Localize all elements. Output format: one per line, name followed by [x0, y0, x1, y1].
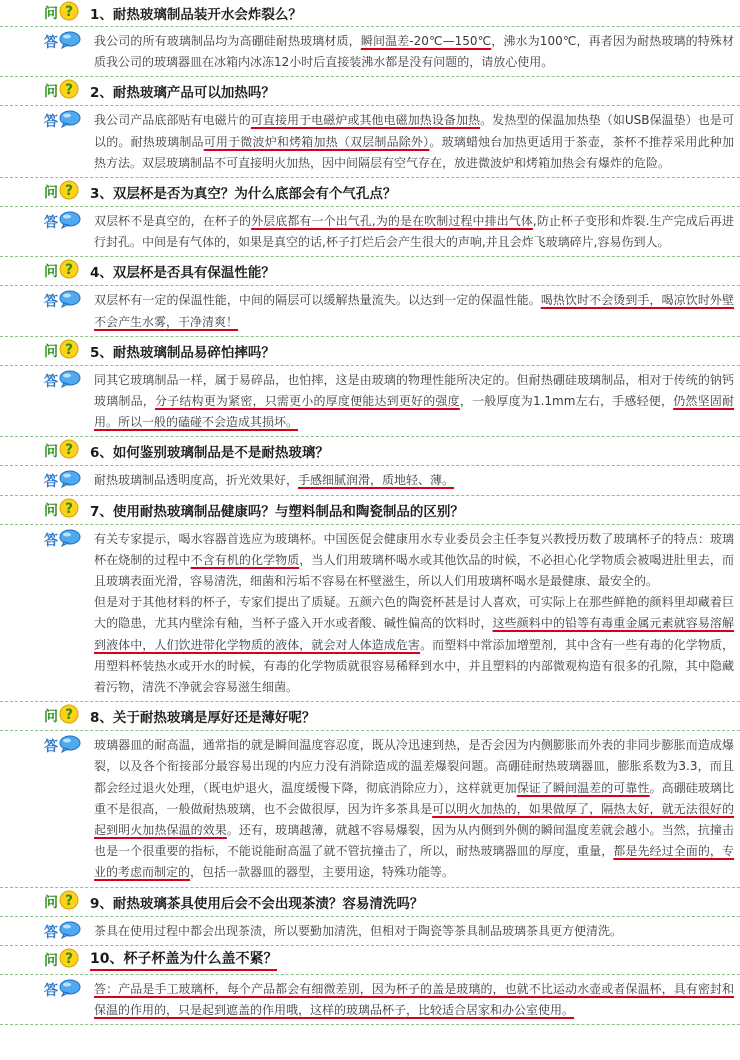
faq-question-row [0, 77, 740, 106]
faq-question-row [0, 0, 740, 27]
question-mark-icon [58, 890, 79, 914]
answer-label-text: 答 [44, 924, 58, 941]
question-label [44, 1, 79, 25]
answer-paragraph [94, 529, 734, 593]
speech-bubble-icon [58, 735, 81, 757]
answer-text [94, 470, 734, 491]
answer-segment: 玻璃器皿的耐高温，通常指的就是瞬间温度容忍度，既从冷迅速到热，是否会因为内侧膨胀而外表的非同步膨胀而造成爆裂，以及各个衔接部分最容易出现的内应力没有消除造成的温差爆裂问题。高硼硅耐热玻璃器皿，膨胀系数为3.3，而且都会经过退火处理，（既电炉退火，温度缓慢下降，彻底消除应力），这样就更加 [94, 738, 734, 795]
faq-question-row [0, 178, 740, 207]
svg-text:?: ? [64, 950, 74, 967]
highlighted-text: 分子结构更为紧密，只需更小的厚度便能达到更好的强度 [154, 394, 460, 409]
question-text: 7、使用耐热玻璃制品健康吗？与塑料制品和陶瓷制品的区别？ [90, 503, 464, 520]
question-mark-icon [58, 79, 79, 103]
question-text: 10、杯子杯盖为什么盖不紧？ [90, 948, 277, 971]
faq-question-row [0, 946, 740, 975]
question-label [44, 704, 79, 728]
highlighted-text: 可直接用于电磁炉或其他电磁加热设备加热 [250, 113, 481, 128]
faq-answer-block [0, 917, 740, 946]
question-label [44, 948, 79, 972]
speech-bubble-icon [58, 370, 81, 392]
question-mark-icon [58, 948, 79, 972]
answer-label [44, 31, 81, 53]
answer-paragraph [94, 979, 734, 1021]
speech-bubble-icon [58, 31, 81, 53]
svg-text:?: ? [64, 341, 74, 358]
answer-paragraph [94, 370, 734, 434]
answer-label-text: 答 [44, 215, 58, 232]
question-label-text: 问 [44, 444, 58, 461]
question-text: 6、如何鉴别玻璃制品是不是耐热玻璃？ [90, 445, 329, 462]
answer-label-text: 答 [44, 739, 58, 756]
faq-answer-block [0, 975, 740, 1025]
svg-text:?: ? [64, 500, 74, 517]
highlighted-text: 手感细腻润滑，质地轻、薄。 [298, 473, 455, 488]
answer-label [44, 290, 81, 312]
answer-paragraph [94, 592, 734, 698]
answer-segment: 茶具在使用过程中都会出现茶渍，所以要勤加清洗，但相对于陶瓷等茶具制品玻璃茶具更方便清洗。 [94, 923, 623, 938]
answer-label-text: 答 [44, 982, 58, 999]
highlighted-text: 答：产品是手工玻璃杯，每个产品都会有细微差别，因为杯子的盖是玻璃的，也就不比运动水壶或者保温杯，具有密封和保温的作用的，只是起到遮盖的作用哦，这样的玻璃品杯子，比较适合居家和办公室使用。 [94, 981, 734, 1018]
question-text: 1、耐热玻璃制品装开水会炸裂么？ [90, 7, 302, 23]
answer-segment: 我公司产品底部贴有电磁片的 [94, 113, 251, 128]
question-text: 9、耐热玻璃茶具使用后会不会出现茶渍？容易清洗吗？ [90, 895, 424, 912]
faq-question-row [0, 702, 740, 731]
answer-text [94, 979, 734, 1021]
answer-label [44, 921, 81, 943]
question-label-text: 问 [44, 502, 58, 519]
svg-text:?: ? [64, 707, 74, 724]
answer-segment: 。高硼硅玻璃比重不是很高，一般做耐热玻璃，也不会做很厚，因为许多茶具是 [94, 780, 734, 816]
faq-answer-block [0, 27, 740, 77]
question-label-text: 问 [44, 894, 58, 911]
question-label [44, 79, 79, 103]
question-label-text: 问 [44, 185, 58, 202]
question-label [44, 259, 79, 283]
faq-question-row [0, 496, 740, 525]
highlighted-text: 仍然坚固耐用。所以一般的磕碰不会造成其损坏。 [94, 394, 734, 430]
question-text: 4、双层杯是否具有保温性能？ [90, 265, 275, 282]
answer-segment: 。玻璃蜡烛台加热更适用于茶壶，茶杯不推荐采用此种加热方法。双层玻璃制品不可直接明火加热，因中间隔层有空气存在，放进微波炉和烤箱加热会有爆炸的危险。 [94, 134, 734, 170]
answer-paragraph [94, 290, 734, 332]
answer-text [94, 110, 734, 174]
highlighted-text: 可以明火加热的，如果做厚了，隔热太好，就无法很好的起到明火加热保温的效果 [94, 801, 734, 838]
answer-segment: 双层杯不是真空的，在杯子的 [94, 214, 252, 229]
question-label [44, 339, 79, 363]
faq-answer-block [0, 366, 740, 438]
answer-label-text: 答 [44, 114, 58, 131]
answer-segment: 同其它玻璃制品一样，属于易碎品，也怕摔，这是由玻璃的物理性能所决定的。但耐热硼硅玻璃制品，相对于传统的钠钙玻璃制品， [94, 372, 734, 409]
question-text: 2、耐热玻璃产品可以加热吗？ [90, 85, 275, 102]
answer-label-text: 答 [44, 532, 58, 549]
answer-label-text: 答 [44, 294, 58, 311]
highlighted-text: 不含有机的化学物质 [190, 552, 300, 567]
speech-bubble-icon [58, 979, 81, 1001]
answer-label [44, 979, 81, 1001]
answer-label [44, 211, 81, 233]
answer-paragraph [94, 921, 734, 942]
highlighted-text: 喝热饮时不会烫到手，喝凉饮时外壁不会产生水雾，干净清爽！ [94, 293, 734, 329]
question-label-text: 问 [44, 84, 58, 101]
speech-bubble-icon [58, 470, 81, 492]
svg-text:?: ? [64, 82, 74, 99]
answer-segment: 我公司的所有玻璃制品均为高硼硅耐热玻璃材质， [94, 34, 361, 48]
question-label [44, 498, 79, 522]
answer-paragraph [94, 735, 734, 883]
question-mark-icon [58, 498, 79, 522]
answer-paragraph [94, 470, 734, 491]
speech-bubble-icon [58, 529, 81, 551]
answer-segment: 。而塑料中常添加增塑剂，其中含有一些有毒的化学物质，用塑料杯装热水或开水的时候，有毒的化学物质就很容易稀释到水中，并且塑料的内部微观构造有很多的孔隙，其中隐藏着污物，清洗不净就会容易滋生细菌。 [94, 637, 734, 695]
answer-label [44, 370, 81, 392]
question-mark-icon [58, 259, 79, 283]
question-mark-icon [58, 704, 79, 728]
question-mark-icon [58, 180, 79, 204]
answer-text [94, 290, 734, 332]
answer-segment: ，当人们用玻璃杯喝水或其他饮品的时候，不必担心化学物质会被喝进肚里去，而且玻璃表面光滑，容易清洗，细菌和污垢不容易在杯壁滋生，所以人们用玻璃杯喝水是最健康、最安全的。 [94, 552, 734, 589]
question-text: 3、双层杯是否为真空？为什么底部会有个气孔点？ [90, 186, 397, 203]
answer-label [44, 529, 81, 551]
highlighted-text: 都是先经过全面的，专业的考虑而制定的 [94, 844, 734, 880]
highlighted-text: 保证了瞬间温差的可靠性 [516, 780, 650, 795]
answer-text [94, 370, 734, 434]
faq-answer-block [0, 286, 740, 336]
faq-question-row [0, 437, 740, 466]
answer-paragraph [94, 31, 734, 73]
question-label [44, 890, 79, 914]
answer-paragraph [94, 110, 734, 174]
question-label-text: 问 [44, 264, 58, 281]
question-mark-icon [58, 439, 79, 463]
faq-question-row [0, 257, 740, 286]
answer-segment: ，沸水为100℃，再者因为耐热玻璃的特殊材质我公司的玻璃器皿在冰箱内冰冻12小时后直接装沸水都是没有问题的，请放心使用。 [94, 34, 734, 70]
speech-bubble-icon [58, 211, 81, 233]
faq-answer-block [0, 731, 740, 887]
question-mark-icon [58, 1, 79, 25]
answer-segment: ，一般厚度为1.1mm左右，手感轻便， [459, 394, 674, 409]
answer-label [44, 470, 81, 492]
svg-text:?: ? [64, 892, 74, 909]
answer-text [94, 211, 734, 253]
question-label-text: 问 [44, 709, 58, 726]
speech-bubble-icon [58, 290, 81, 312]
question-label-text: 问 [44, 6, 58, 22]
answer-label [44, 735, 81, 757]
question-label-text: 问 [44, 952, 58, 969]
answer-paragraph [94, 211, 734, 253]
highlighted-text: 这些颜料中的铅等有毒重金属元素就容易溶解到液体中，人们饮进带化学物质的液体，就会对人体造成危害 [94, 616, 734, 652]
question-mark-icon [58, 339, 79, 363]
speech-bubble-icon [58, 110, 81, 132]
answer-segment: ,防止杯子变形和炸裂.生产完成后再进行封孔。中间是有气体的，如果是真空的话,杯子打烂后会产生很大的声响,并且会炸飞玻璃碎片,容易伤到人。 [94, 214, 734, 250]
answer-text [94, 921, 734, 942]
answer-text [94, 735, 734, 883]
question-label [44, 439, 79, 463]
faq-answer-block [0, 106, 740, 178]
highlighted-text: 外层底都有一个出气孔,为的是在吹制过程中排出气体 [251, 214, 533, 229]
answer-segment: 双层杯有一定的保温性能，中间的隔层可以缓解热量流失。以达到一定的保温性能。 [94, 293, 541, 308]
question-label-text: 问 [44, 343, 58, 360]
faq-question-row [0, 888, 740, 917]
answer-label-text: 答 [44, 474, 58, 491]
answer-label [44, 110, 81, 132]
question-text: 8、关于耐热玻璃是厚好还是薄好呢？ [90, 710, 316, 727]
question-text: 5、耐热玻璃制品易碎怕摔吗？ [90, 344, 275, 361]
answer-text [94, 31, 734, 73]
faq-answer-block [0, 525, 740, 703]
answer-label-text: 答 [44, 35, 58, 51]
answer-segment: 有关专家提示，喝水容器首选应为玻璃杯。中国医促会健康用水专业委员会主任李复兴教授历数了玻璃杯子的特点：玻璃杯在烧制的过程中 [94, 531, 734, 567]
answer-segment: ，包括一款器皿的器型，主要用途，特殊功能等。 [190, 865, 455, 880]
answer-label-text: 答 [44, 373, 58, 390]
svg-text:?: ? [64, 262, 74, 279]
faq-answer-block [0, 207, 740, 257]
faq-question-row [0, 337, 740, 366]
svg-text:?: ? [64, 4, 74, 20]
faq-answer-block [0, 466, 740, 495]
svg-text:?: ? [64, 442, 74, 459]
speech-bubble-icon [58, 921, 81, 943]
answer-segment: 但是对于其他材料的杯子，专家们提出了质疑。五颜六色的陶瓷杯甚是讨人喜欢，可实际上在那些鲜艳的颜料里却藏着巨大的隐患，尤其内壁涂有釉，当杯子盛入开水或者酸、碱性偏高的饮料时， [94, 595, 734, 631]
answer-segment: 耐热玻璃制品透明度高，折光效果好， [94, 473, 299, 488]
svg-text:?: ? [64, 183, 74, 200]
answer-text [94, 529, 734, 699]
highlighted-text: 可用于微波炉和烤箱加热（双层制品除外） [203, 134, 430, 149]
highlighted-text: 瞬间温差-20℃—150℃ [360, 34, 492, 48]
question-label [44, 180, 79, 204]
answer-segment: 。发热型的保温加热垫（如USB保温垫）也是可以的。耐热玻璃制品 [94, 113, 734, 149]
answer-segment: 。还有，玻璃越薄，就越不容易爆裂，因为从内侧到外侧的瞬间温度差就会越小。当然，抗撞击也是一个很重要的指标，不能说能耐高温了就不管抗撞击了，所以，耐热玻璃器皿的厚度，重量， [94, 823, 734, 859]
